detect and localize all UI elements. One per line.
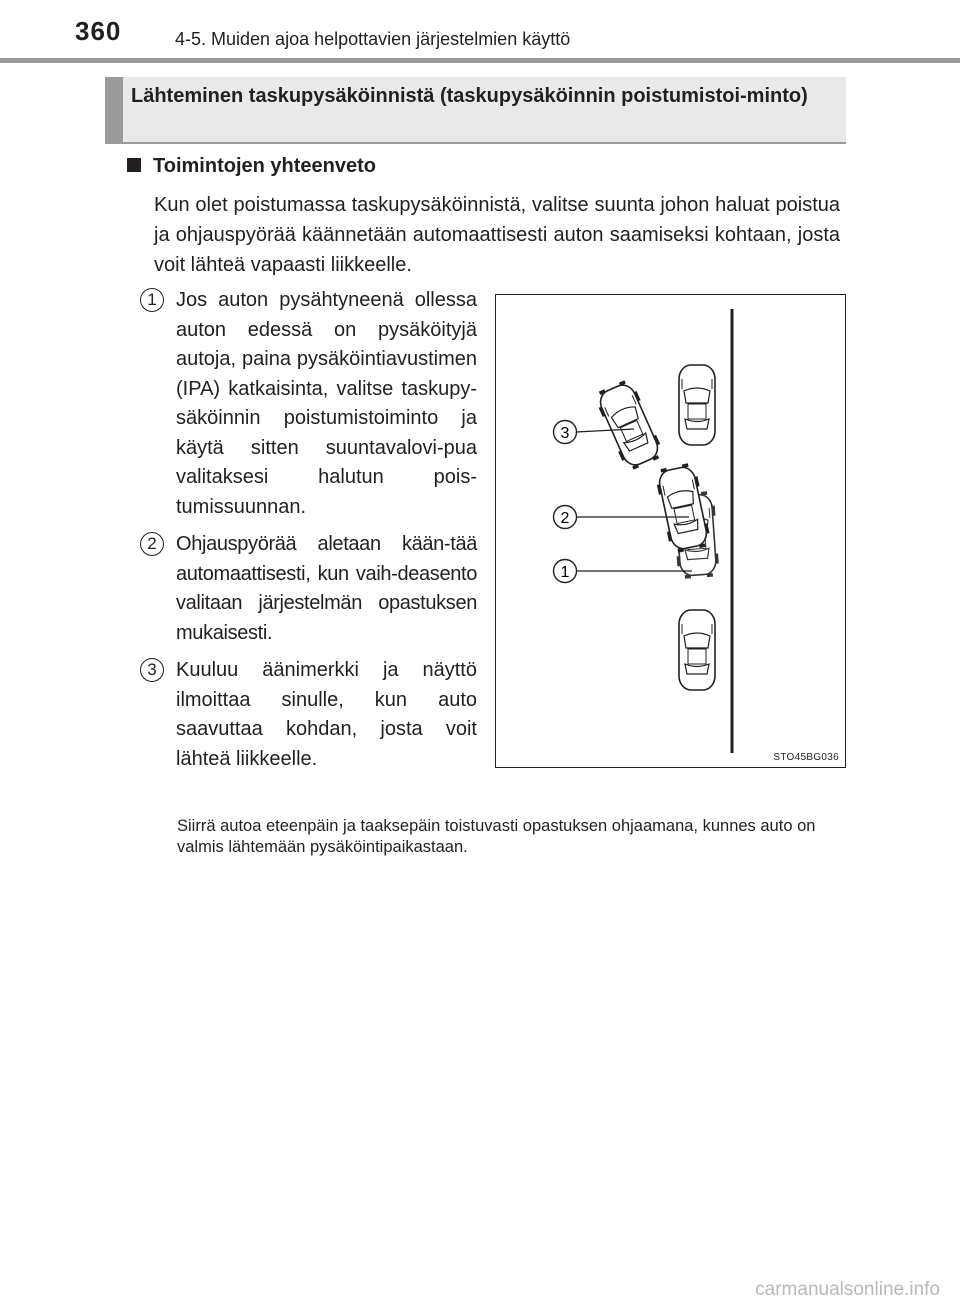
- step-number-badge: 3: [140, 658, 164, 682]
- step-item: [140, 656, 477, 774]
- watermark: carmanualsonline.info: [755, 1279, 940, 1300]
- note-text: Siirrä autoa eteenpäin ja taaksepäin toistuvasti opastuksen ohjaamana, kunnes auto on valmis lähtemään pysäköintipaikastaan.: [177, 817, 816, 856]
- step-item: [140, 286, 477, 522]
- step-item: [140, 530, 477, 648]
- callout-1-label: 1: [560, 564, 570, 581]
- callout-1: [554, 560, 577, 583]
- steps-list: [140, 286, 477, 782]
- parked-car-front: [679, 365, 715, 445]
- callout-3: [554, 421, 577, 444]
- running-header: 4-5. Muiden ajoa helpottavien järjestelmien käyttö: [175, 29, 571, 49]
- section-title: Lähteminen taskupysäköinnistä (taskupysäköinnin poistumistoi-minto): [131, 85, 808, 107]
- square-bullet-icon: [127, 158, 141, 172]
- parking-diagram-svg: [496, 295, 847, 769]
- car-position-3: [595, 380, 663, 470]
- callout-2-label: 2: [560, 510, 570, 527]
- callout-3-label: 3: [560, 425, 570, 442]
- subsection-title: Toimintojen yhteenveto: [153, 155, 376, 177]
- step-number-badge: 2: [140, 532, 164, 556]
- car-position-2: [656, 464, 710, 552]
- figure-code: STO45BG036: [773, 752, 839, 763]
- section-heading-box: [105, 77, 846, 144]
- page-number: 360: [75, 16, 122, 46]
- callout-2: [554, 506, 577, 529]
- step-text: Kuuluu äänimerkki ja näyttö ilmoittaa sinulle, kun auto saavuttaa kohdan, josta voit lähteä liikkeelle.: [176, 659, 477, 770]
- intro-paragraph: Kun olet poistumassa taskupysäköinnistä, valitse suunta johon haluat poistua ja ohjauspyörää käännetään automaattisesti auton saamiseksi kohtaan, josta voit lähteä vapaasti liikkeelle.: [154, 194, 840, 276]
- header-rule: [0, 58, 960, 63]
- step-text: Jos auton pysähtyneenä ollessa auton edessä on pysäköityjä autoja, paina pysäköintiavustimen (IPA) katkaisinta, valitse taskupy-säköinnin poistumistoiminto ja käytä sitten suuntavalovi-pua valitaksesi halutun pois-tumissuunnan.: [176, 289, 477, 518]
- parked-car-rear: [679, 610, 715, 690]
- step-text: Ohjauspyörää aletaan kään-tää automaattisesti, kun vaih-deasento valitaan järjestelmän opastuksen mukaisesti.: [176, 533, 477, 644]
- step-number-badge: 1: [140, 288, 164, 312]
- subsection-heading: [127, 155, 376, 178]
- parking-exit-illustration: [495, 294, 846, 768]
